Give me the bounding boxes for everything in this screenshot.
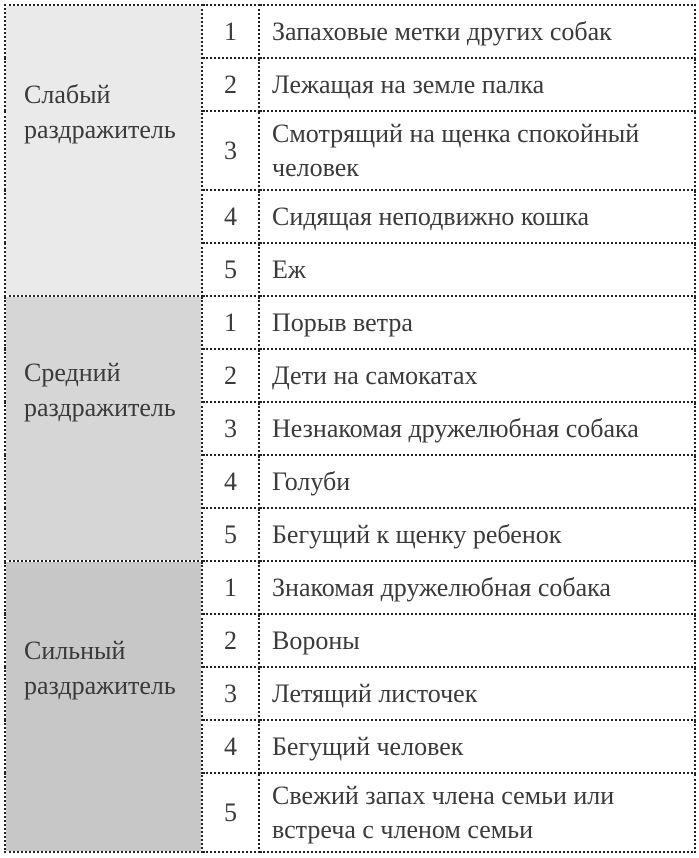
- group-weak-stimulus: [5, 5, 695, 296]
- stimulus-text-cell: Смотрящий на щенка спокойный человек: [259, 111, 695, 190]
- stimulus-text-cell: Свежий запах члена семьи или встреча с членом семьи: [259, 773, 695, 852]
- stimulus-text-cell: Летящий листочек: [259, 667, 695, 720]
- stimulus-text-cell: Сидящая неподвижно кошка: [259, 190, 695, 243]
- category-cell-strong: [5, 561, 202, 852]
- row-number-cell: 1: [202, 561, 259, 614]
- category-label: Сильный раздражитель: [24, 636, 176, 700]
- stimulus-text-cell: Лежащая на земле палка: [259, 58, 695, 111]
- category-cell-medium: [5, 296, 202, 561]
- group-medium-stimulus: [5, 296, 695, 561]
- stimulus-text-cell: Незнакомая дружелюбная собака: [259, 402, 695, 455]
- row-number-cell: 1: [202, 296, 259, 349]
- stimulus-text-cell: Дети на самокатах: [259, 349, 695, 402]
- row-number-cell: 3: [202, 667, 259, 720]
- row-number-cell: 3: [202, 402, 259, 455]
- table-row: [5, 561, 695, 614]
- stimuli-table: [4, 4, 696, 853]
- row-number-cell: 2: [202, 58, 259, 111]
- row-number-cell: 4: [202, 455, 259, 508]
- category-label: Слабый раздражитель: [24, 80, 176, 144]
- stimulus-text-cell: Запаховые метки других собак: [259, 5, 695, 58]
- row-number-cell: 2: [202, 349, 259, 402]
- group-strong-stimulus: [5, 561, 695, 852]
- row-number-cell: 5: [202, 508, 259, 561]
- row-number-cell: 4: [202, 190, 259, 243]
- table-row: [5, 296, 695, 349]
- table-row: [5, 5, 695, 58]
- stimulus-text-cell: Голуби: [259, 455, 695, 508]
- row-number-cell: 5: [202, 243, 259, 296]
- row-number-cell: 4: [202, 720, 259, 773]
- category-cell-weak: [5, 5, 202, 296]
- row-number-cell: 3: [202, 111, 259, 190]
- stimulus-text-cell: Порыв ветра: [259, 296, 695, 349]
- row-number-cell: 2: [202, 614, 259, 667]
- stimulus-text-cell: Еж: [259, 243, 695, 296]
- category-label: Средний раздражитель: [24, 358, 176, 422]
- stimulus-text-cell: Бегущий человек: [259, 720, 695, 773]
- row-number-cell: 1: [202, 5, 259, 58]
- stimulus-text-cell: Вороны: [259, 614, 695, 667]
- stimulus-text-cell: Бегущий к щенку ребенок: [259, 508, 695, 561]
- row-number-cell: 5: [202, 773, 259, 852]
- stimulus-text-cell: Знакомая дружелюбная собака: [259, 561, 695, 614]
